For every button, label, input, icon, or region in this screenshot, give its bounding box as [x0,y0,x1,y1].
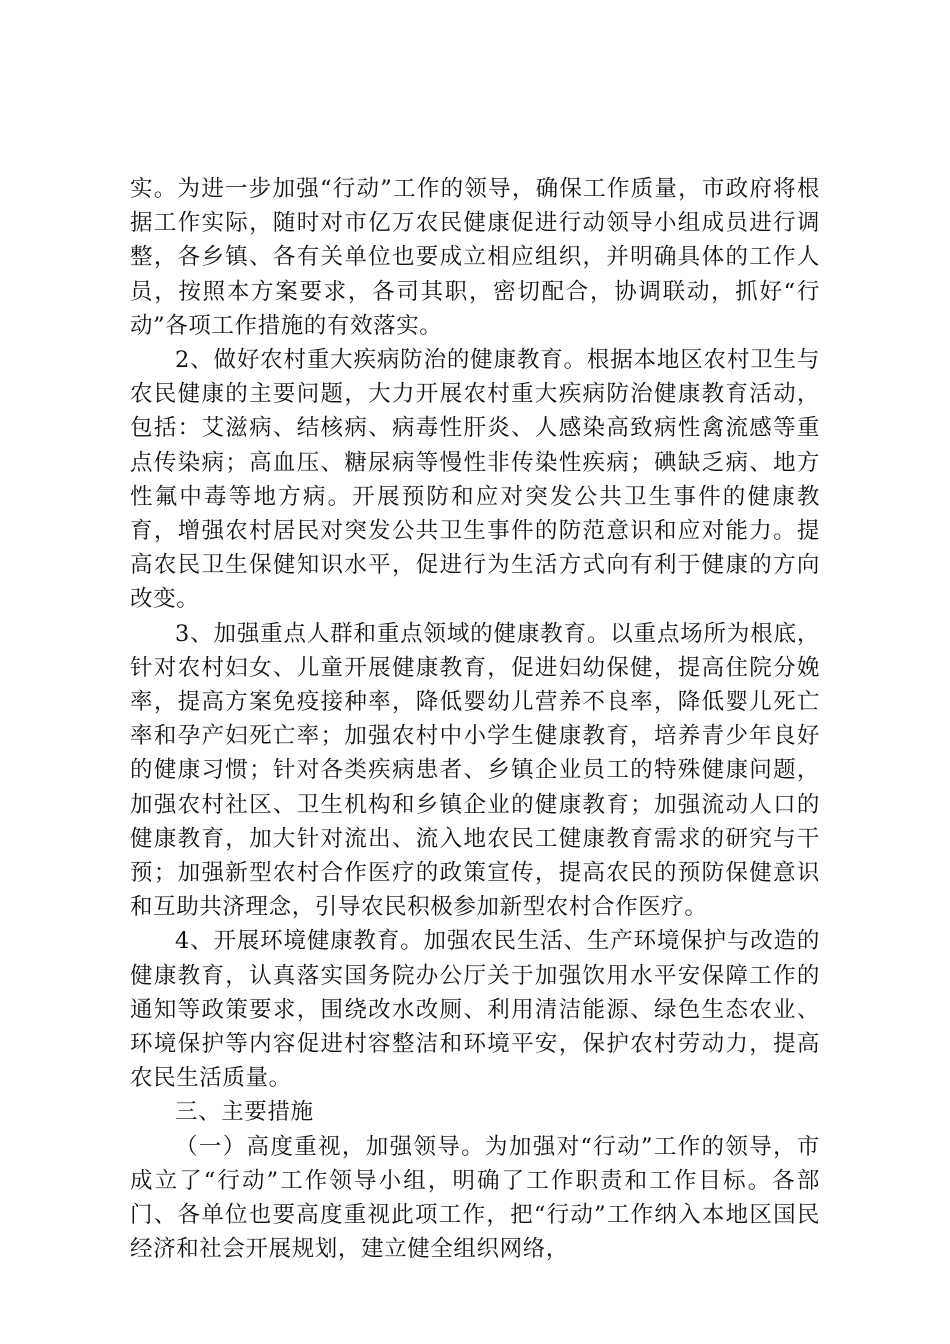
paragraph-continuation: 实。为进一步加强“行动”工作的领导，确保工作质量，市政府将根据工作实际，随时对市亿万农民健康促进行动领导小组成员进行调整，各乡镇、各有关单位也要成立相应组织，并明确具体的工作人员，按照本方案要求，各司其职，密切配合，协调联动，抓好“行动”各项工作措施的有效落实。 [130,176,820,339]
document-body [130,172,820,1267]
paragraph-leadership: （一）高度重视，加强领导。为加强对“行动”工作的领导，市成立了“行动”工作领导小组，明确了工作职责和工作目标。各部门、各单位也要高度重视此项工作，把“行动”工作纳入本地区国民经济和社会开展规划，建立健全组织网络， [130,1133,820,1263]
section-heading-main-measures: 三、主要措施 [175,1099,314,1126]
paragraph-environment-health: 4、开展环境健康教育。加强农民生活、生产环境保护与改造的健康教育，认真落实国务院办公厅关于加强饮用水平安保障工作的通知等政策要求，围绕改水改厕、利用清洁能源、绿色生态农业、环境保护等内容促进村容整洁和环境平安，保护农村劳动力，提高农民生活质量。 [130,928,820,1092]
paragraph-key-groups: 3、加强重点人群和重点领域的健康教育。以重点场所为根底，针对农村妇女、儿童开展健康教育，促进妇幼保健，提高住院分娩率，提高方案免疫接种率，降低婴幼儿营养不良率，降低婴儿死亡率和孕产妇死亡率；加强农村中小学生健康教育，培养青少年良好的健康习惯；针对各类疾病患者、乡镇企业员工的特殊健康问题，加强农村社区、卫生机构和乡镇企业的健康教育；加强流动人口的健康教育，加大针对流出、流入地农民工健康教育需求的研究与干预；加强新型农村合作医疗的政策宣传，提高农民的预防保健意识和互助共济理念，引导农民积极参加新型农村合作医疗。 [130,620,820,921]
paragraph-disease-prevention: 2、做好农村重大疾病防治的健康教育。根据本地区农村卫生与农民健康的主要问题，大力开展农村重大疾病防治健康教育活动，包括：艾滋病、结核病、病毒性肝炎、人感染高致病性禽流感等重点传染病；高血压、糖尿病等慢性非传染性疾病；碘缺乏病、地方性氟中毒等地方病。开展预防和应对突发公共卫生事件的健康教育，增强农村居民对突发公共卫生事件的防范意识和应对能力。提高农民卫生保健知识水平，促进行为生活方式向有利于健康的方向改变。 [130,347,820,613]
